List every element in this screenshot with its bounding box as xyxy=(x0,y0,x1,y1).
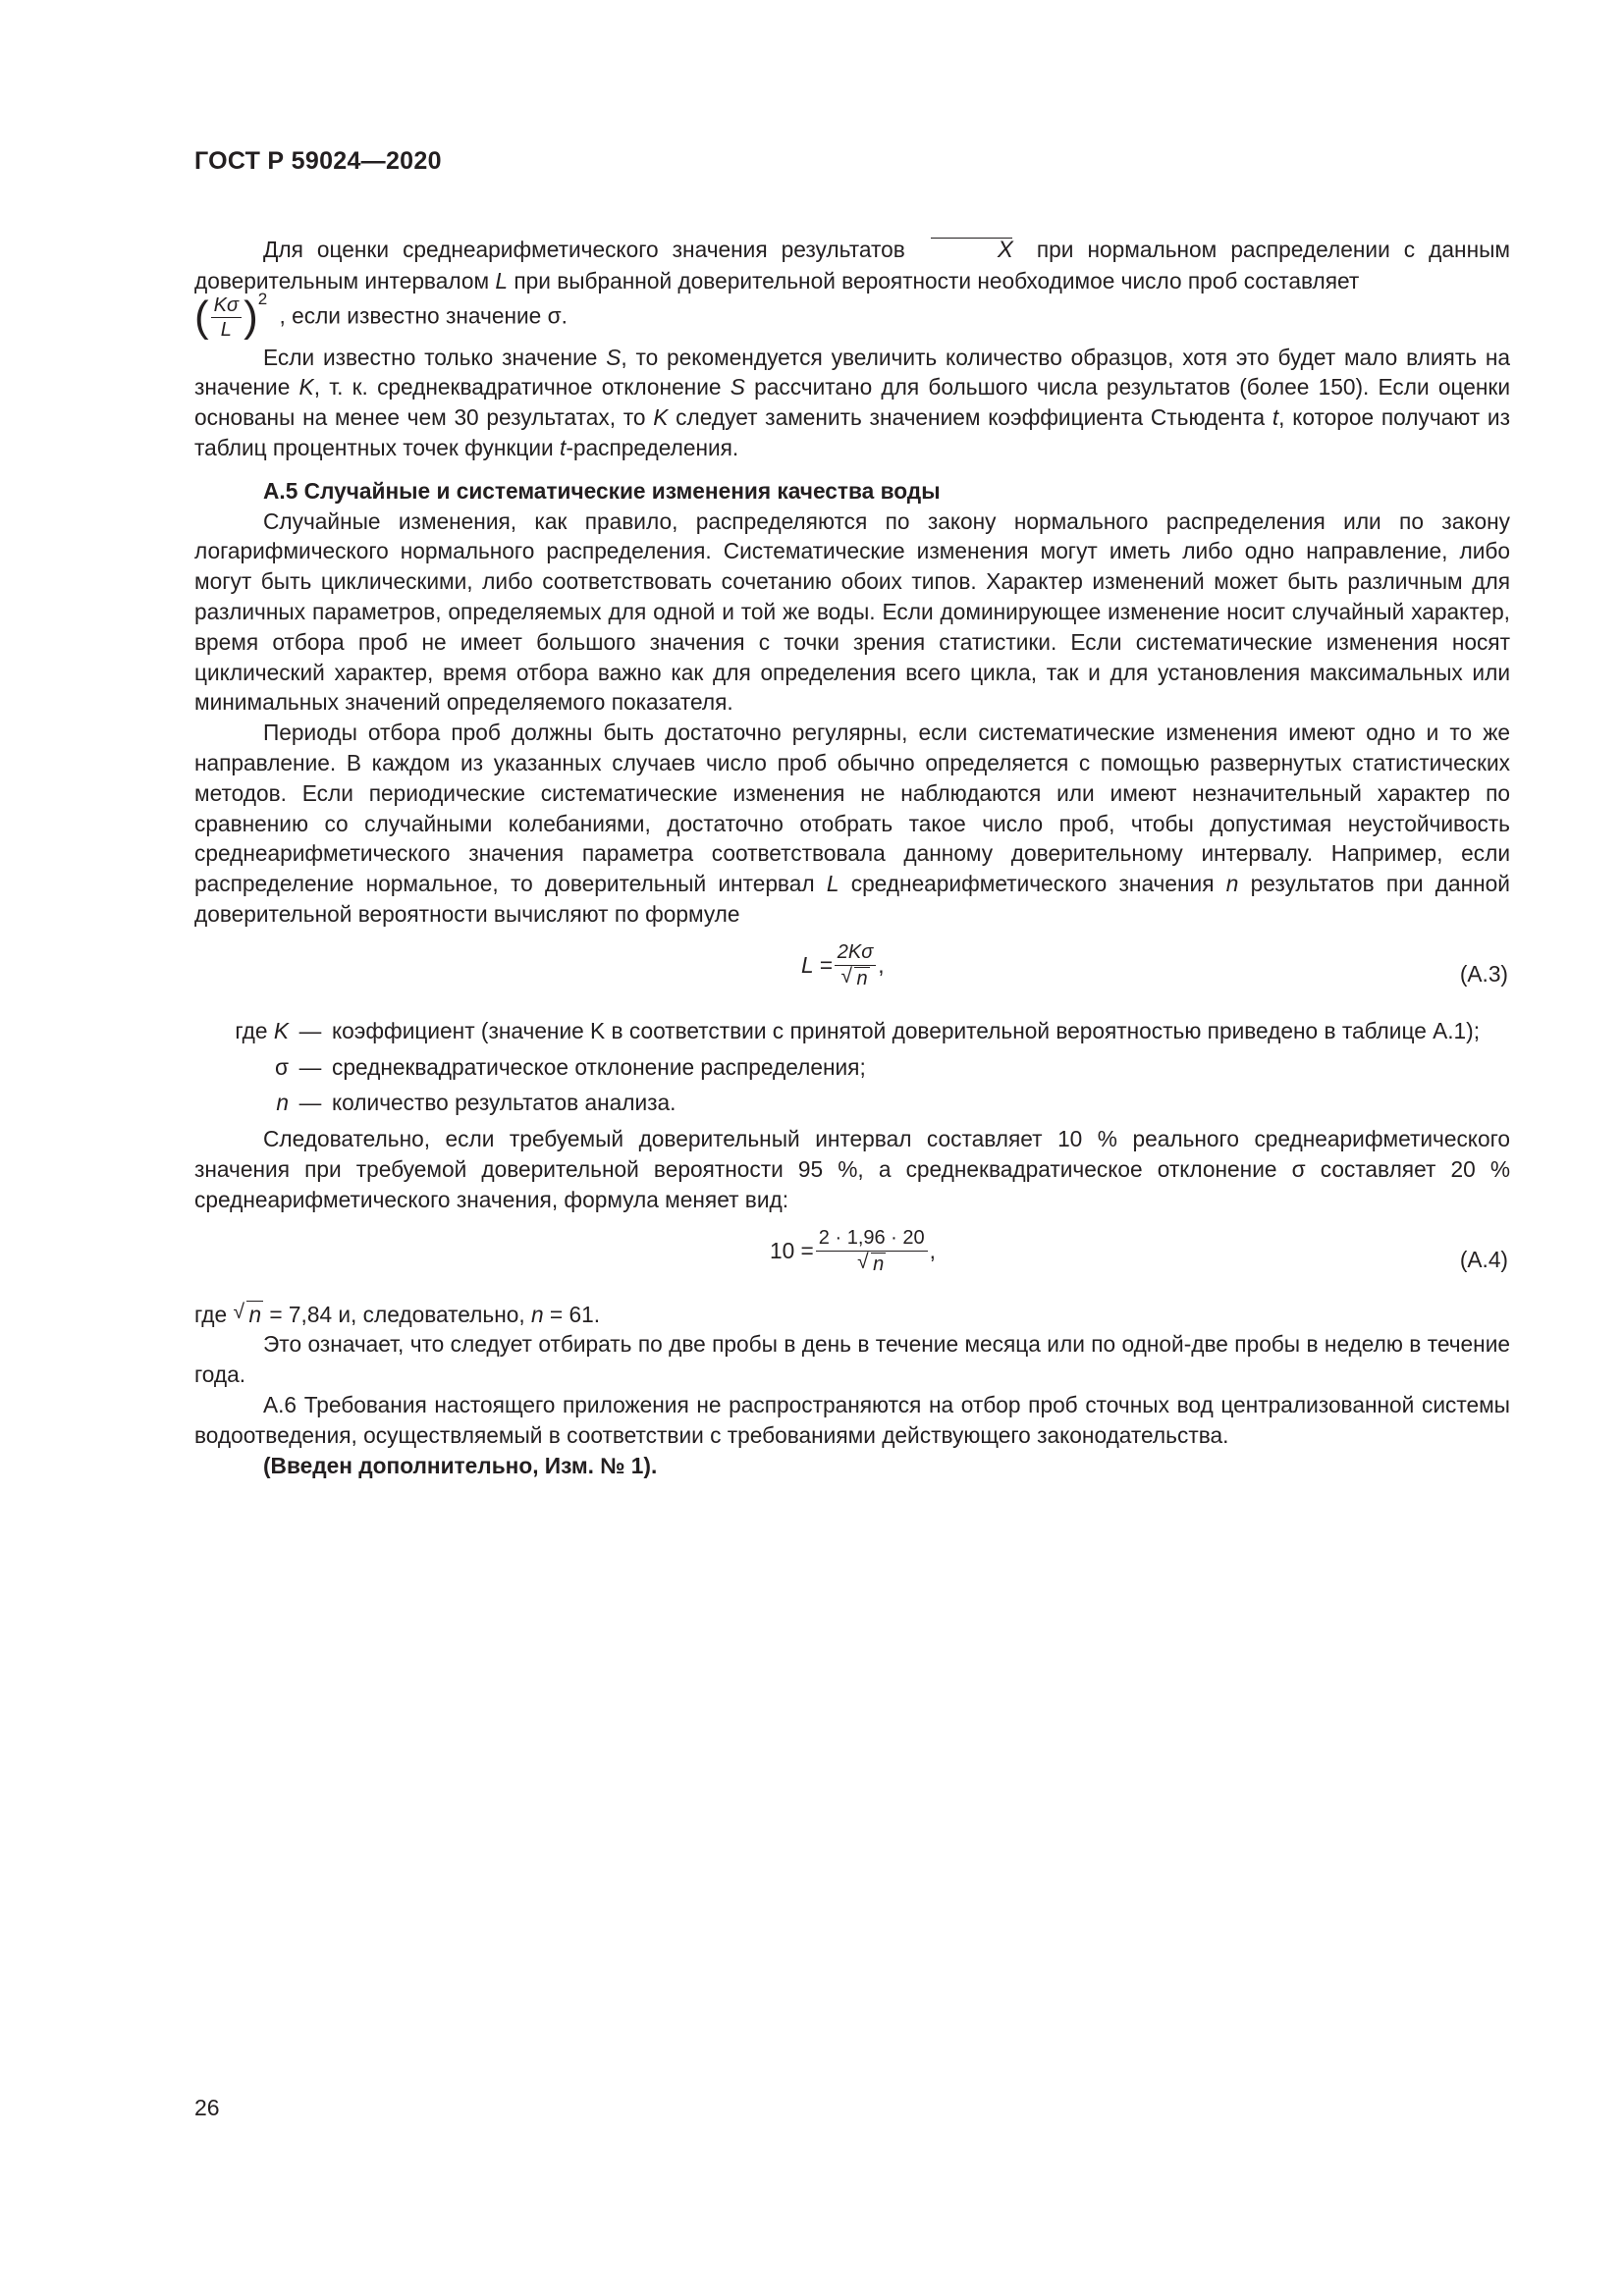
fraction-denominator: L xyxy=(220,318,232,341)
definition-sigma: σ — среднеквадратическое отклонение распределения; xyxy=(274,1053,866,1080)
paragraph-mean-estimate: Для оценки среднеарифметического значения результатов X при нормальном распределении с данным доверительным интервалом L при выбранной доверительной вероятности необходимое число проб составляет xyxy=(194,237,1510,294)
paragraph-sampling-periods: Периоды отбора проб должны быть достаточно регулярны, если систематические изменения имеют одно и то же направление. В каждом из указанных случаев число проб обычно определяется с помощью развернутых статистических методов. Если периодические систематические изменения не наблюдаются или имеют незначительный характер по сравнению со случайными колебаниями, достаточно отобрать такое число проб, чтобы допустимая неустойчивость среднеарифметического значения параметра соответствовала данному доверительному интервалу. Например, если распределение нормальное, то доверительный интервал L среднеарифметического значения n результатов при данной доверительной вероятности вычисляют по формуле xyxy=(194,720,1510,927)
page-number: 26 xyxy=(194,2095,220,2120)
definition-n: n — количество результатов анализа. xyxy=(276,1090,677,1116)
square-root: √ n xyxy=(857,1250,885,1275)
paragraph-random-changes: Случайные изменения, как правило, распределяются по закону нормального распределения или по закону логарифмического нормального распределения. Систематические изменения могут иметь либо одно направление, либо могут быть циклическими, либо соответствовать сочетанию обоих типов. Характер изменений может быть различным для различных параметров, определяемых для одной и той же воды. Если доминирующее изменение носит случайный характер, время отбора проб не имеет большого значения с точки зрения статистики. Если систематические изменения носят циклический характер, время отбора важно как для определения всего цикла, так и для установления максимальных или минимальных значений определяемого показателя. xyxy=(194,507,1510,716)
section-heading-a5: А.5 Случайные и систематические изменения качества воды xyxy=(263,477,941,504)
paragraph-consequently: Следовательно, если требуемый доверительный интервал составляет 10 % реального среднеарифметического значения при требуемой доверительной вероятности 95 %, а среднеквадратическое отклонение σ составляет 20 % среднеарифметического значения, формула меняет вид: xyxy=(194,1126,1510,1212)
inline-formula-sample-count: ( $\frac{K\sigma}{L}$ ) 2 , если известно значение σ. xyxy=(194,296,1510,339)
square-root: √ n xyxy=(233,1300,262,1327)
paragraph-a6: А.6 Требования настоящего приложения не распространяются на отбор проб сточных вод централизованной системы водоотведения, осуществляемый в соответствии с требованиями действующего законодательства. xyxy=(194,1391,1510,1448)
square-root: √ n xyxy=(840,964,868,989)
formula-a3-lhs: L = xyxy=(801,951,833,978)
document-body xyxy=(194,235,1510,1480)
fraction-numerator: Kσ xyxy=(211,294,242,318)
formula-a3: L = 2Kσ √ n , (А.3) xyxy=(801,940,1508,989)
definitions-list xyxy=(194,1016,1510,1118)
formula-a4-lhs: 10 = xyxy=(770,1237,814,1263)
formula-a4-numerator: 2 · 1,96 · 20 xyxy=(816,1225,928,1252)
formula-a3-number: (А.3) xyxy=(1459,960,1508,987)
formula-a3-numerator: 2Kσ xyxy=(835,939,877,966)
amendment-note: (Введен дополнительно, Изм. № 1). xyxy=(263,1452,658,1478)
page-header-standard-code: ГОСТ Р 59024—2020 xyxy=(194,147,442,175)
formula-a4: 10 = 2 · 1,96 · 20 √ n , (А.4) xyxy=(770,1226,1508,1275)
exponent: 2 xyxy=(257,289,268,308)
paragraph-meaning: Это означает, что следует отбирать по две пробы в день в течение месяца или по одной-две пробы в неделю в течение года. xyxy=(194,1331,1510,1388)
formula-a4-number: (А.4) xyxy=(1459,1246,1508,1272)
paragraph-result: где √ n = 7,84 и, следовательно, n = 61. xyxy=(194,1300,1510,1330)
x-bar-symbol: X xyxy=(929,236,1013,266)
paragraph-known-s: Если известно только значение S, то рекомендуется увеличить количество образцов, хотя это будет мало влиять на значение K, т. к. среднеквадратичное отклонение S рассчитано для большого числа результатов (более 150). Если оценки основаны на менее чем 30 результатах, то K следует заменить значением коэффициента Стьюдента t, которое получают из таблиц процентных точек функции t-распределения. xyxy=(194,344,1510,460)
definition-k: где K — коэффициент (значение K в соответствии с принятой доверительной вероятностью приведено в таблице А.1); xyxy=(235,1017,1481,1043)
